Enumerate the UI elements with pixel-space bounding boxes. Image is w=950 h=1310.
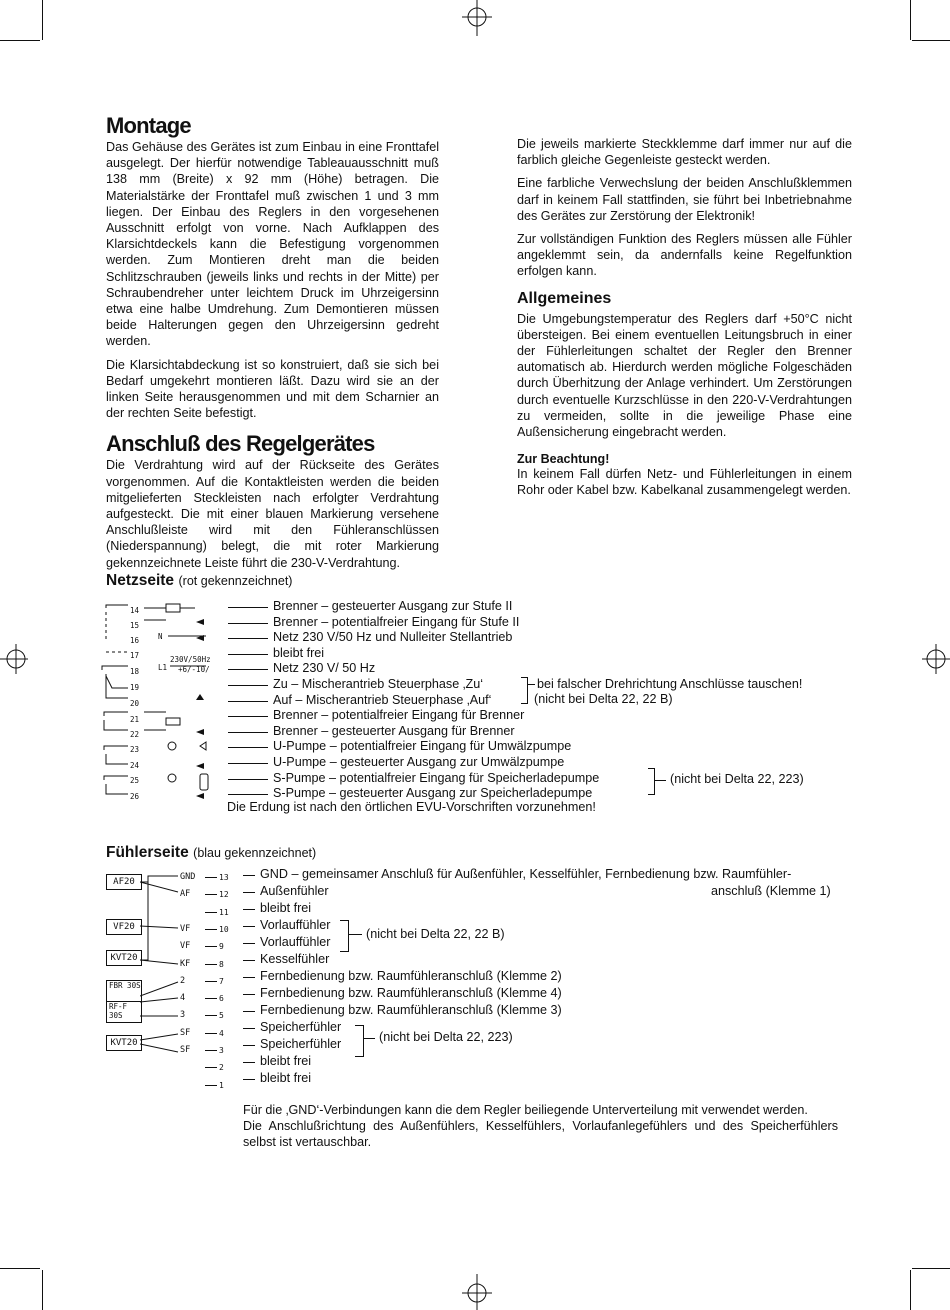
- netz-line-item: Netz 230 V/50 Hz und Nulleiter Stellantrieb: [273, 630, 513, 645]
- fuehler-terminal-number: 9: [219, 942, 224, 952]
- netz-line-item: U-Pumpe – potentialfreier Eingang für Umwälzpumpe: [273, 739, 572, 754]
- fuehler-terminal-number: 5: [219, 1011, 224, 1021]
- netz-line-item: S-Pumpe – gesteuerter Ausgang zur Speicherladepumpe: [273, 786, 593, 801]
- fuehler-terminal-lead: [205, 1015, 217, 1016]
- fuehler-leader-line: [243, 977, 255, 978]
- montage-paragraph-1: Das Gehäuse des Gerätes ist zum Einbau in eine Fronttafel ausgelegt. Der hierfür notwendige Tableauausschnitt muß 138 mm (Breite) x 92 mm (Höhe) betragen. Die Materialstärke der Fronttafel muß zwischen 1 und 3 mm liegen. Der Einbau des Reglers in den vorgesehenen Ausschnitt erfolgt von vorne. Nach Aufklappen des Klarsichtdeckels kann die Befestigung vorgenommen werden. Zum Montieren dreht man die beiden Schlitzschrauben (jeweils links und rechts in der Mitte) per Schraubendreher unter leichtem Druck im Uhrzeigersinn etwa eine halbe Umdrehung. Zum Demontieren müssen beide Halterungen gegen den Uhrzeigersinn gedreht werden.: [106, 140, 439, 349]
- fuehler-leader-line: [243, 1028, 255, 1029]
- netz-line-item: Brenner – potentialfreier Eingang für Brenner: [273, 708, 525, 723]
- netz-leader-line: [228, 763, 268, 764]
- right-paragraph-1: Die jeweils markierte Steckklemme darf immer nur auf die farblich gleiche Gegenleiste gesteckt werden.: [517, 137, 852, 168]
- fuehlerseite-title: Fühlerseite: [106, 844, 189, 861]
- fuehler-leader-line: [243, 909, 255, 910]
- fuehler-footer-1: Für die ‚GND‘-Verbindungen kann die dem Regler beiliegende Unterverteilung mit verwendet werden.: [243, 1103, 808, 1117]
- fuehler-terminal-lead: [205, 877, 217, 878]
- fuehler-signal-label: 2: [180, 975, 186, 986]
- fuehler-bracket-1-tick: [348, 934, 362, 935]
- fuehler-signal-label: SF: [180, 1027, 191, 1038]
- fuehler-terminal-number: 10: [219, 924, 229, 934]
- sensor-box-vf20: VF20: [106, 919, 142, 935]
- registration-mark-left: [0, 640, 30, 680]
- netz-line-item: Brenner – gesteuerter Ausgang zur Stufe II: [273, 599, 513, 613]
- fuehler-terminal-lead: [205, 998, 217, 999]
- fuehler-terminal-lead: [205, 1085, 217, 1086]
- netz-wire-label: 230V/50Hz: [170, 655, 211, 664]
- fuehler-leader-line: [243, 943, 255, 944]
- netz-terminal-number: 15: [130, 621, 140, 630]
- sensor-box-rff30s: RF-F 30S: [106, 1001, 142, 1023]
- netzseite-wiring-diagram: [100, 598, 230, 803]
- fuehler-footer: [243, 1102, 838, 1151]
- fuehler-terminal-number: 7: [219, 976, 224, 986]
- sensor-box-af20: AF20: [106, 874, 142, 890]
- registration-mark-right: [920, 640, 950, 680]
- beachtung-paragraph: In keinem Fall dürfen Netz- und Fühlerleitungen in einem Rohr oder Kabel bzw. Kabelkanal zusammengelegt werden.: [517, 467, 852, 498]
- fuehler-line-item: Speicherfühler: [260, 1037, 342, 1051]
- fuehler-terminal-lead: [205, 946, 217, 947]
- netz-terminal-number: 21: [130, 715, 140, 724]
- netz-leader-line: [228, 747, 268, 748]
- fuehler-line-item: Fernbedienung bzw. Raumfühleranschluß (Klemme 2): [260, 969, 562, 983]
- netz-terminal-number: 16: [130, 636, 140, 645]
- fuehler-line-item: Fernbedienung bzw. Raumfühleranschluß (Klemme 3): [260, 1003, 562, 1017]
- fuehler-signal-label: AF: [180, 889, 191, 900]
- left-column: [106, 113, 439, 578]
- fuehler-gnd-continuation: anschluß (Klemme 1): [711, 884, 831, 898]
- netz-leader-line: [228, 654, 268, 655]
- fuehler-terminal-number: 3: [219, 1046, 224, 1055]
- fuehler-terminal-number: 4: [219, 1028, 224, 1038]
- netz-terminal-number: 14: [130, 606, 140, 615]
- registration-mark-top: [440, 0, 520, 40]
- netz-wire-label: N: [158, 632, 163, 641]
- netz-terminal-number: 17: [130, 651, 140, 660]
- fuehler-signal-label: KF: [180, 958, 191, 969]
- fuehler-leader-line: [243, 1062, 255, 1063]
- fuehler-terminal-number: 12: [219, 890, 229, 900]
- netz-terminal-number: 19: [130, 683, 140, 692]
- fuehler-line-item: Vorlauffühler: [260, 935, 331, 949]
- fuehler-bracket-2-text: (nicht bei Delta 22, 223): [379, 1030, 513, 1044]
- fuehler-signal-label: VF: [180, 941, 191, 952]
- netz-line-item: Zu – Mischerantrieb Steuerphase ‚Zu‘: [273, 677, 483, 691]
- netz-terminal-number: 23: [130, 745, 140, 754]
- netz-wire-label: +6/-10/: [178, 665, 210, 674]
- netz-line-item: U-Pumpe – gesteuerter Ausgang zur Umwälzpumpe: [273, 755, 565, 769]
- right-paragraph-2: Eine farbliche Verwechslung der beiden Anschlußklemmen darf in keinem Fall stattfinden, sie führt bei Inbetriebnahme des Gerätes zur Zerstörung der Elektronik!: [517, 176, 852, 223]
- montage-paragraph-2: Die Klarsichtabdeckung ist so konstruiert, daß sie sich bei Bedarf umgekehrt montieren läßt. Dazu wird sie an der linken Seite herausgenommen und mit dem Scharnier an der rechten Seite befestigt.: [106, 357, 439, 421]
- netz-terminal-number: 18: [130, 667, 140, 676]
- crop-mark: [910, 0, 911, 40]
- netz-bracket-1-text: bei falscher Drehrichtung Anschlüsse tauschen!: [537, 677, 803, 691]
- fuehler-line-item: Speicherfühler: [260, 1020, 342, 1034]
- netzseite-title: Netzseite: [106, 572, 175, 589]
- netz-line-item: Netz 230 V/ 50 Hz: [273, 661, 376, 676]
- netz-footer: Die Erdung ist nach den örtlichen EVU-Vorschriften vorzunehmen!: [227, 800, 596, 814]
- fuehler-terminal-lead: [205, 981, 217, 982]
- netz-leader-line: [228, 685, 268, 686]
- sensor-box-kvt20: KVT20: [106, 950, 142, 966]
- fuehler-terminal-lead: [205, 912, 217, 913]
- netz-leader-line: [228, 716, 268, 717]
- fuehler-terminal-lead: [205, 1033, 217, 1034]
- right-paragraph-3: Zur vollständigen Funktion des Reglers müssen alle Fühler angeklemmt sein, da andernfalls keine Regelfunktion erfolgen kann.: [517, 232, 852, 279]
- netz-line-item: bleibt frei: [273, 645, 325, 660]
- fuehler-wiring: [140, 868, 180, 1068]
- allgemeines-paragraph: Die Umgebungstemperatur des Reglers darf +50°C nicht übersteigen. Bei einem eventuellen Leitungsbruch in einer der Fühlerleitungen schaltet der Regler den Brenner automatisch ab. Hierdurch werden mögliche Folgeschäden durch Überhitzung der Anlage verhindert. Um Zerstörungen durch eventuelle Kurzschlüsse in den 220-V-Verdrahtungen zu vermeiden, sollte in die jeweilige Phase eine Außensicherung eingebracht werden.: [517, 311, 852, 440]
- fuehler-line-item: Außenfühler: [260, 884, 329, 898]
- netz-leader-line: [228, 732, 268, 733]
- fuehler-terminal-lead: [205, 1050, 217, 1051]
- netz-terminal-number: 24: [130, 761, 140, 770]
- crop-mark: [42, 0, 43, 40]
- netz-leader-line: [228, 638, 268, 639]
- fuehler-bracket-1-text: (nicht bei Delta 22, 22 B): [366, 927, 505, 941]
- fuehler-terminal-number: 6: [219, 994, 224, 1004]
- netz-leader-line: [228, 701, 268, 702]
- fuehler-terminal-number: 2: [219, 1063, 224, 1073]
- netz-bracket-2: [648, 768, 655, 795]
- beachtung-heading: Zur Beachtung!: [517, 452, 610, 467]
- crop-mark: [0, 40, 40, 41]
- registration-mark-bottom: [440, 1274, 520, 1310]
- netz-terminal-number: 25: [130, 776, 140, 785]
- right-column: [517, 136, 852, 506]
- crop-mark: [912, 1268, 950, 1269]
- netzseite-note: (rot gekennzeichnet): [178, 574, 293, 588]
- netz-line-item: Auf – Mischerantrieb Steuerphase ‚Auf‘: [273, 692, 492, 707]
- fuehler-line-item: GND – gemeinsamer Anschluß für Außenfühler, Kesselfühler, Fernbedienung bzw. Raumfühler-: [260, 867, 792, 881]
- fuehler-line-item: bleibt frei: [260, 901, 312, 915]
- netz-line-item: Brenner – gesteuerter Ausgang für Brenner: [273, 723, 515, 738]
- fuehler-terminal-lead: [205, 894, 217, 895]
- fuehler-signal-label: 4: [180, 993, 186, 1004]
- netz-line-item: S-Pumpe – potentialfreier Eingang für Speicherladepumpe: [273, 770, 600, 785]
- fuehler-leader-line: [243, 1011, 255, 1012]
- netz-wire-label: L1: [158, 663, 168, 672]
- netz-terminal-number: 26: [130, 792, 140, 801]
- fuehler-terminal-number: 8: [219, 959, 224, 969]
- fuehler-signal-label: 3: [180, 1010, 186, 1021]
- crop-mark: [910, 1270, 911, 1310]
- fuehler-bracket-2: [355, 1025, 364, 1057]
- netz-leader-line: [228, 607, 268, 608]
- fuehler-leader-line: [243, 1079, 255, 1080]
- fuehler-line-item: Fernbedienung bzw. Raumfühleranschluß (Klemme 4): [260, 986, 562, 1000]
- fuehler-leader-line: [243, 875, 255, 876]
- fuehler-leader-line: [243, 1045, 255, 1046]
- fuehler-line-item: Vorlauffühler: [260, 918, 331, 932]
- fuehler-signal-label: GND: [180, 872, 196, 882]
- fuehler-bracket-1: [340, 920, 349, 952]
- netz-bracket-1: [521, 677, 528, 704]
- crop-mark: [0, 1268, 40, 1269]
- fuehlerseite-heading: [106, 844, 316, 862]
- fuehler-terminal-lead: [205, 964, 217, 965]
- fuehler-line-item: Kesselfühler: [260, 952, 330, 966]
- fuehler-line-item: bleibt frei: [260, 1071, 312, 1085]
- fuehlerseite-note: (blau gekennzeichnet): [193, 846, 317, 860]
- fuehler-line-item: bleibt frei: [260, 1054, 312, 1068]
- netzseite-heading: [106, 572, 292, 590]
- crop-mark: [42, 1270, 43, 1310]
- montage-heading: Montage: [106, 113, 191, 138]
- fuehler-terminal-lead: [205, 1067, 217, 1068]
- netz-terminal-number: 20: [130, 699, 140, 708]
- netz-bracket-2-tick: [654, 780, 666, 781]
- netz-leader-line: [228, 623, 268, 624]
- fuehler-leader-line: [243, 926, 255, 927]
- fuehler-leader-line: [243, 892, 255, 893]
- netz-bracket-1-tick: [527, 684, 535, 685]
- anschluss-heading: Anschluß des Regelgerätes: [106, 431, 375, 457]
- fuehler-bracket-2-tick: [363, 1038, 375, 1039]
- sensor-box-kvt20-speicher: KVT20: [106, 1035, 142, 1051]
- netz-leader-line: [228, 794, 268, 795]
- fuehler-leader-line: [243, 994, 255, 995]
- fuehler-leader-line: [243, 960, 255, 961]
- fuehler-terminal-lead: [205, 929, 217, 930]
- allgemeines-heading: Allgemeines: [517, 289, 612, 307]
- fuehler-signal-label: VF: [180, 923, 191, 934]
- sensor-box-fbr30s: FBR 30S: [106, 980, 142, 1002]
- fuehler-terminal-number: 11: [219, 907, 229, 917]
- netz-line-item: Brenner – potentialfreier Eingang für Stufe II: [273, 614, 520, 629]
- netz-terminal-number: 22: [130, 730, 140, 739]
- netz-leader-line: [228, 669, 268, 670]
- netz-leader-line: [228, 779, 268, 780]
- netz-bracket-1-note: (nicht bei Delta 22, 22 B): [534, 692, 673, 706]
- crop-mark: [912, 40, 950, 41]
- fuehler-terminal-number: 1: [219, 1080, 224, 1090]
- anschluss-paragraph: Die Verdrahtung wird auf der Rückseite des Gerätes vorgenommen. Auf die Kontaktleisten werden die beiden mitgelieferten Steckleisten nach erfolgter Verdrahtung aufgesteckt. Die mit einer blauen Markierung versehene Anschlußleiste wird mit den Fühleranschlüssen (Niederspannung) belegt, die mit roter Markierung gekennzeichnete Leiste führt die 230-V-Verdrahtung.: [106, 458, 439, 570]
- netz-bracket-2-text: (nicht bei Delta 22, 223): [670, 772, 804, 786]
- fuehler-signal-label: SF: [180, 1045, 191, 1055]
- fuehler-footer-2: Die Anschlußrichtung des Außenfühlers, Kesselfühlers, Vorlaufanlegefühlers und des Speicherfühlers selbst ist vertauschbar.: [243, 1119, 838, 1150]
- fuehler-terminal-number: 13: [219, 873, 229, 882]
